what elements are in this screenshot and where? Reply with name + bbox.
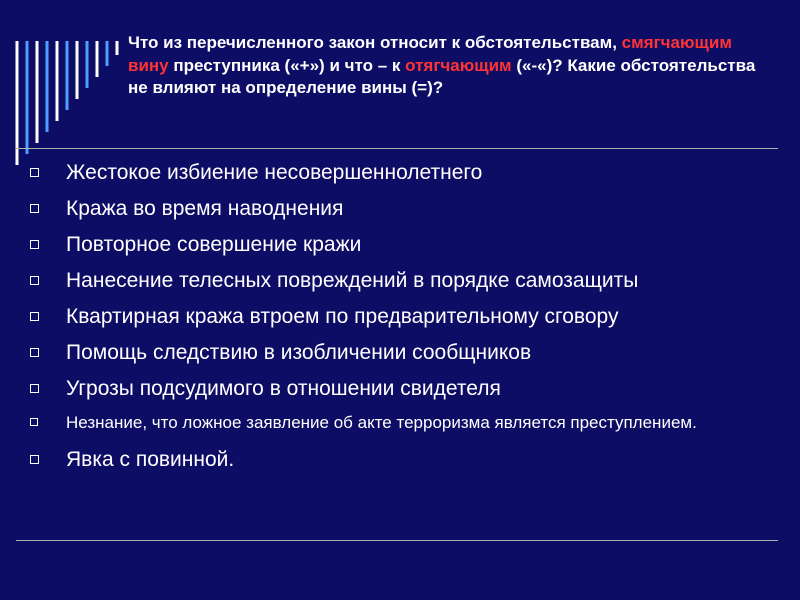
title-text-part-1: Что из перечисленного закон относит к обстоятельствам, xyxy=(128,33,622,52)
list-item-text: Жестокое избиение несовершеннолетнего xyxy=(66,161,483,184)
slide-title xyxy=(128,32,768,100)
list-item-text: Квартирная кража втроем по предварительному сговору xyxy=(66,305,619,328)
list-item-text: Повторное совершение кражи xyxy=(66,233,362,256)
list-item-text: Незнание, что ложное заявление об акте терроризма является преступлением. xyxy=(66,413,697,432)
list-item-text: Нанесение телесных повреждений в порядке самозащиты xyxy=(66,269,639,292)
title-highlight-aggravating: отягчающим xyxy=(405,55,512,75)
square-bullet-icon xyxy=(30,240,39,249)
list-item xyxy=(26,230,786,259)
list-item xyxy=(26,445,786,474)
list-item-text: Угрозы подсудимого в отношении свидетеля xyxy=(66,377,501,400)
square-bullet-icon xyxy=(30,204,39,213)
decorative-lines-graphic xyxy=(14,41,134,171)
square-bullet-icon xyxy=(30,418,38,426)
square-bullet-icon xyxy=(30,276,39,285)
list-item xyxy=(26,194,786,223)
square-bullet-icon xyxy=(30,384,39,393)
list-item xyxy=(26,302,786,331)
list-item-text: Явка с повинной. xyxy=(66,448,235,471)
list-item xyxy=(26,338,786,367)
top-divider-line xyxy=(16,148,778,149)
list-item-text: Кража во время наводнения xyxy=(66,197,344,220)
title-text-part-3: («-«)? Какие обстоятельства не влияют на определение вины (=)? xyxy=(128,55,756,97)
list-item-text: Помощь следствию в изобличении сообщников xyxy=(66,341,532,364)
list-item xyxy=(26,266,786,295)
list-item xyxy=(26,410,786,436)
square-bullet-icon xyxy=(30,168,39,177)
circumstances-list xyxy=(26,158,786,481)
square-bullet-icon xyxy=(30,348,39,357)
list-item xyxy=(26,158,786,187)
square-bullet-icon xyxy=(30,312,39,321)
square-bullet-icon xyxy=(30,455,39,464)
bottom-divider-line xyxy=(16,540,778,541)
title-highlight-mitigating: смягчающим вину xyxy=(128,33,732,75)
list-item xyxy=(26,374,786,403)
title-text-part-2: преступника («+») и что – к xyxy=(168,55,406,75)
